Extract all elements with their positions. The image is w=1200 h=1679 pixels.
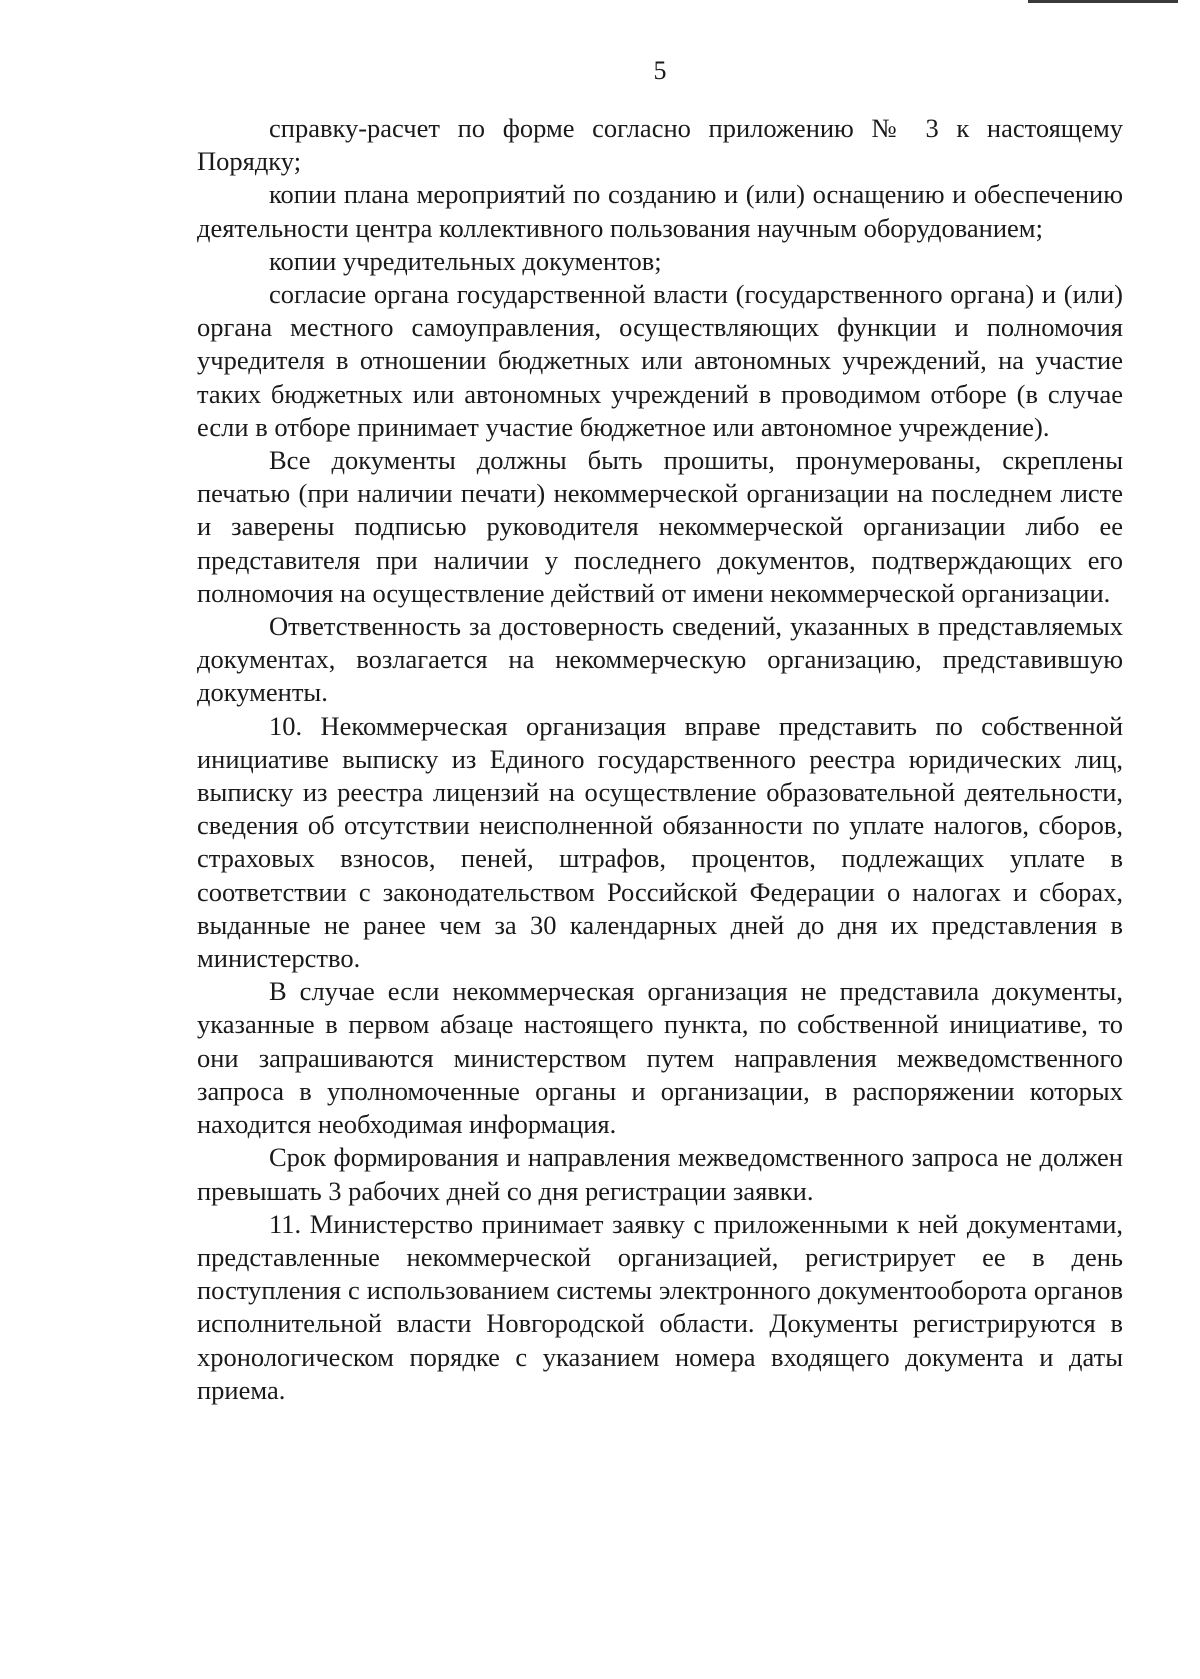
paragraph-founder-consent: согласие органа государственной власти (государственного органа) и (или) органа местного самоуправления, осуществляющих функции и полномочия учредителя в отношении бюджетных или автономных учреждений, на участие таких бюджетных или автономных учреждений в проводимом отборе (в случае если в отборе принимает участие бюджетное или автономное учреждение).: [197, 279, 1123, 442]
paragraph-founding-documents: копии учредительных документов;: [269, 245, 662, 276]
page-number: 5: [653, 56, 667, 85]
paragraph-calculation-certificate: справку-расчет по форме согласно приложению № 3 к настоящему Порядку;: [197, 113, 1123, 177]
paragraph-document-binding: Все документы должны быть прошиты, пронумерованы, скреплены печатью (при наличии печати) некоммерческой организации на последнем листе и заверены подписью руководителя некоммерческой организации либо ее представителя при наличии у последнего документов, подтверждающих его полномочия на осуществление действий от имени некоммерческой организации.: [197, 445, 1123, 608]
paragraph-responsibility: Ответственность за достоверность сведений, указанных в представляемых документах, возлагается на некоммерческую организацию, представившую документы.: [197, 611, 1123, 708]
paragraph-interagency-request: В случае если некоммерческая организация не представила документы, указанные в первом абзаце настоящего пункта, по собственной инициативе, то они запрашиваются министерством путем направления межведомственного запроса в уполномоченные органы и организации, в распоряжении которых находится необходимая информация.: [197, 976, 1123, 1140]
paragraph-item-11: 11. Министерство принимает заявку с приложенными к ней документами, представленные некоммерческой организацией, регистрирует ее в день поступления с использованием системы электронного документооборота органов исполнительной власти Новгородской области. Документы регистрируются в хронологическом порядке с указанием номера входящего документа и даты приема.: [197, 1208, 1123, 1405]
paragraph-request-deadline: Срок формирования и направления межведомственного запроса не должен превышать 3 рабочих дней со дня регистрации заявки.: [197, 1142, 1123, 1206]
paragraph-item-10: 10. Некоммерческая организация вправе представить по собственной инициативе выписку из Единого государственного реестра юридических лиц, выписку из реестра лицензий на осуществление образовательной деятельности, сведения об отсутствии неисполненной обязанности по уплате налогов, сборов, страховых взносов, пеней, штрафов, процентов, подлежащих уплате в соответствии с законодательством Российской Федерации о налогах и сборах, выданные не ранее чем за 30 календарных дней до дня их представления в министерство.: [197, 710, 1123, 974]
top-edge-rule: [1028, 0, 1178, 3]
paragraph-plan-copies: копии плана мероприятий по созданию и (или) оснащению и обеспечению деятельности центра коллективного пользования научным оборудованием;: [197, 179, 1123, 243]
document-body: [197, 112, 1123, 1407]
